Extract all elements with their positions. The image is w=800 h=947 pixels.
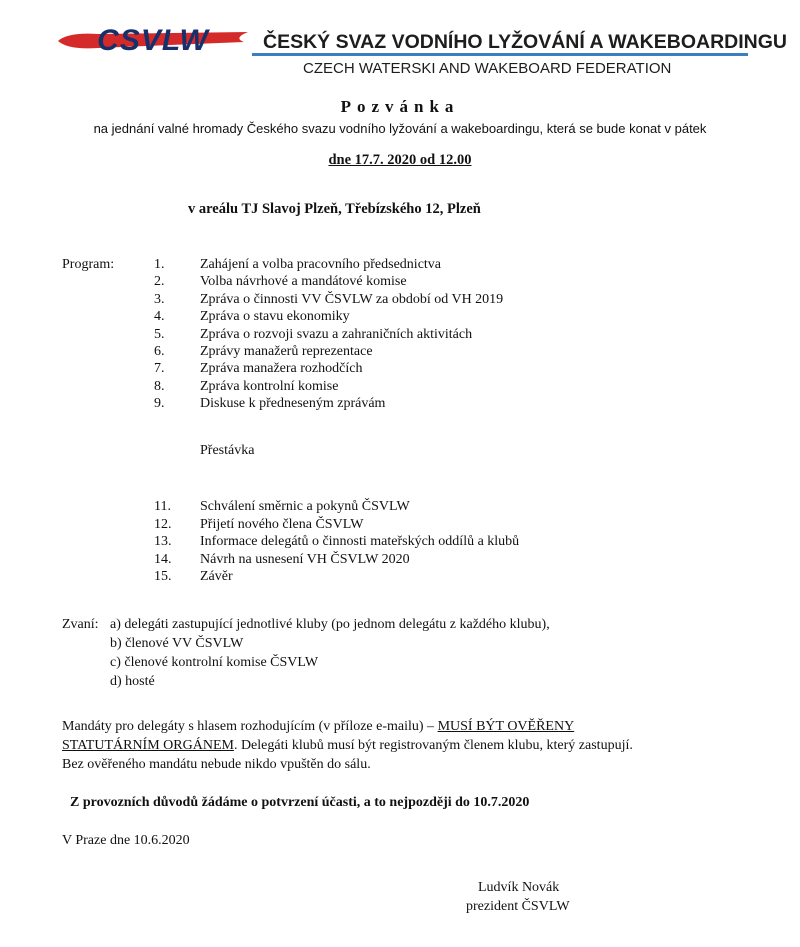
program-label: Program: xyxy=(62,257,115,272)
program-item-number: 7. xyxy=(154,361,165,377)
program-item-text: Zpráva kontrolní komise xyxy=(200,378,339,394)
break-label: Přestávka xyxy=(200,443,255,458)
invitee-item: c) členové kontrolní komise ČSVLW xyxy=(110,655,319,670)
header-rule xyxy=(252,53,748,56)
invitee-item: d) hosté xyxy=(110,674,155,689)
federation-name-en: CZECH WATERSKI AND WAKEBOARD FEDERATION xyxy=(303,60,672,77)
document-subtitle: na jednání valné hromady Českého svazu vodního lyžování a wakeboardingu, která se bude konat v pátek xyxy=(93,121,707,136)
mandate-text-2: . Delegáti klubů musí být registrovaným členem klubu, který zastupují. xyxy=(233,738,633,753)
program-item-number: 11. xyxy=(154,499,171,514)
program-item-text: Zpráva o činnosti VV ČSVLW za období od VH 2019 xyxy=(200,291,504,307)
program-item-number: 14. xyxy=(154,551,172,567)
program-item-number: 9. xyxy=(154,396,165,412)
program-item-number: 13. xyxy=(154,534,172,549)
program-item-text: Přijetí nového člena ČSVLW xyxy=(200,516,364,532)
program-item-number: 3. xyxy=(154,291,165,307)
program-item-number: 4. xyxy=(154,309,165,325)
program-item-text: Schválení směrnic a pokynů ČSVLW xyxy=(200,499,410,514)
mandate-emphasis-1: MUSÍ BÝT OVĚŘENY xyxy=(437,719,575,734)
program-item-text: Zpráva o rozvoji svazu a zahraničních aktivitách xyxy=(200,326,473,342)
invite-label: Zvaní: xyxy=(62,617,99,632)
mandate-line-1 xyxy=(62,719,574,735)
signatory-name: Ludvík Novák xyxy=(478,880,560,895)
program-item-text: Diskuse k předneseným zprávám xyxy=(200,396,386,412)
program-item-number: 5. xyxy=(154,326,165,342)
meeting-date: dne 17.7. 2020 od 12.00 xyxy=(328,152,472,168)
program-item-number: 2. xyxy=(154,274,165,290)
mandate-emphasis-2: STATUTÁRNÍM ORGÁNEM xyxy=(62,738,234,753)
program-item-text: Zpráva manažera rozhodčích xyxy=(200,361,363,377)
logo-text: CSVLW xyxy=(97,24,209,57)
program-item-text: Zprávy manažerů reprezentace xyxy=(200,344,373,359)
program-item-number: 8. xyxy=(154,378,165,394)
letterhead xyxy=(0,0,800,90)
program-item-text: Informace delegátů o činnosti mateřských oddílů a klubů xyxy=(200,534,520,549)
program-item-number: 12. xyxy=(154,516,172,532)
mandate-line-2 xyxy=(62,738,633,754)
signatory-role: prezident ČSVLW xyxy=(466,899,570,914)
program-item-number: 6. xyxy=(154,344,165,359)
confirmation-request: Z provozních důvodů žádáme o potvrzení účasti, a to nejpozději do 10.7.2020 xyxy=(70,795,530,810)
meeting-venue: v areálu TJ Slavoj Plzeň, Třebízského 12, Plzeň xyxy=(188,201,481,217)
mandate-text: Mandáty pro delegáty s hlasem rozhodujícím (v příloze e-mailu) – xyxy=(62,719,438,734)
program-item-number: 15. xyxy=(154,569,172,584)
program-item-text: Volba návrhové a mandátové komise xyxy=(200,274,407,290)
program-item-text: Zahájení a volba pracovního předsednictva xyxy=(200,257,442,272)
invitee-item: a) delegáti zastupující jednotlivé kluby (po jednom delegátu z každého klubu), xyxy=(110,617,550,632)
mandate-line-3: Bez ověřeného mandátu nebude nikdo vpuštěn do sálu. xyxy=(62,757,371,772)
document-title: Pozvánka xyxy=(340,97,460,116)
place-date: V Praze dne 10.6.2020 xyxy=(62,833,190,848)
csvlw-logo xyxy=(58,26,248,56)
program-item-text: Závěr xyxy=(200,569,233,584)
invitee-item: b) členové VV ČSVLW xyxy=(110,636,244,651)
federation-name-cz: ČESKÝ SVAZ VODNÍHO LYŽOVÁNÍ A WAKEBOARDINGU xyxy=(263,31,788,53)
program-item-number: 1. xyxy=(154,257,165,272)
program-item-text: Návrh na usnesení VH ČSVLW 2020 xyxy=(200,551,410,567)
program-item-text: Zpráva o stavu ekonomiky xyxy=(200,309,350,325)
